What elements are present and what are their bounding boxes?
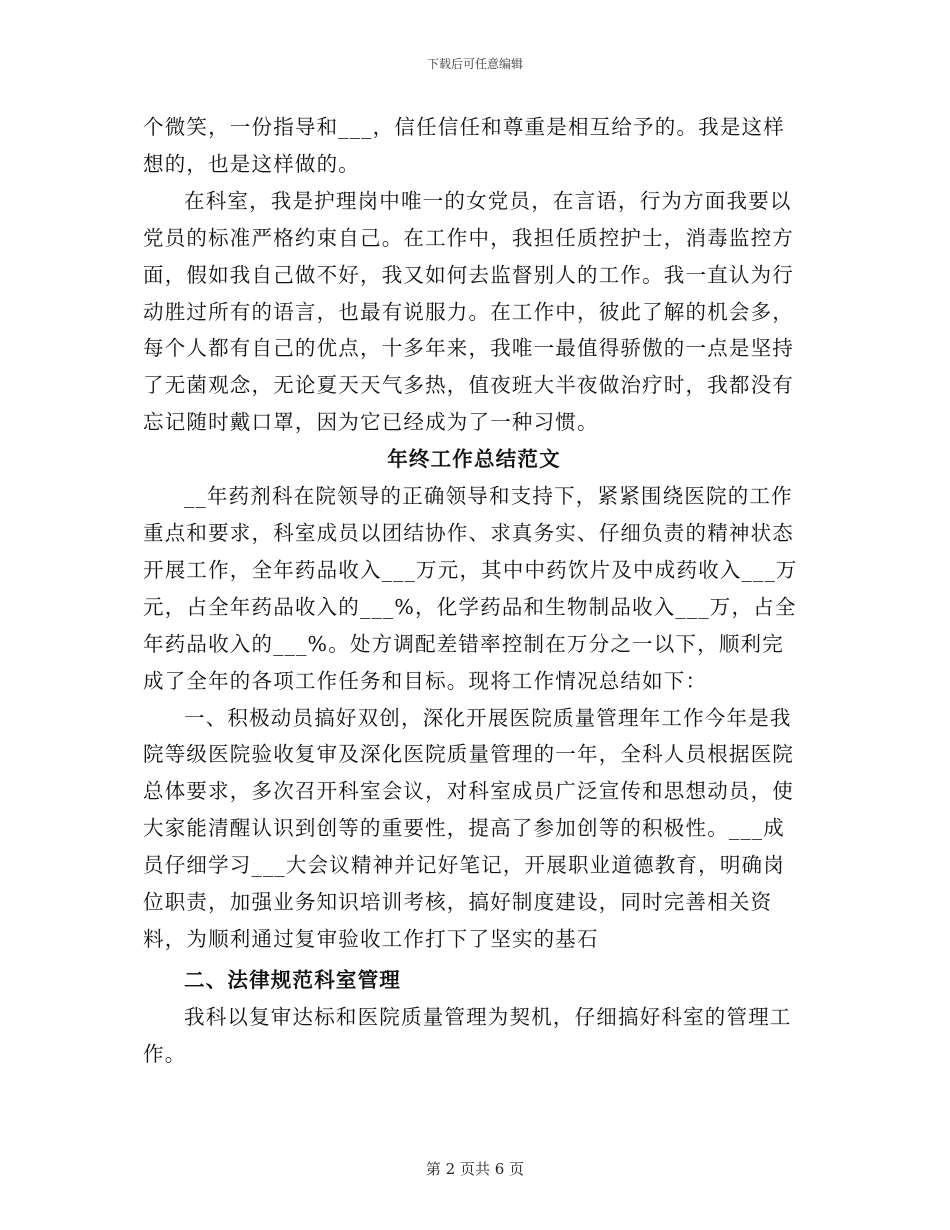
paragraph-section-two: 我科以复审达标和医院质量管理为契机，仔细搞好科室的管理工作。 (143, 1004, 792, 1066)
document-title: 年终工作总结范文 (387, 447, 561, 472)
page-header-note: 下载后可任意编辑 (426, 57, 523, 71)
paragraph-continuation: 个微笑，一份指导和___，信任信任和尊重是相互给予的。我是这样想的，也是这样做的。 (143, 115, 785, 176)
paragraph-intro: __年药剂科在院领导的正确领导和支持下，紧紧围绕医院的工作重点和要求，科室成员以团结协作、求真务实、仔细负责的精神状态开展工作，全年药品收入___万元，其中中药饮片及中成药收入___万元，占全年药品收入的___%，化学药品和生物制品收入___万，占全年药品收入的___%。处方调配差错率控制在万分之一以下，顺利完成了全年的各项工作任务和目标。现将工作情况总结如下： (143, 484, 798, 693)
page-footer: 第 2 页共 6 页 (425, 1160, 525, 1178)
document-body (143, 109, 805, 1073)
section-heading-two: 二、法律规范科室管理 (184, 967, 401, 992)
paragraph-section-one: 一、积极动员搞好双创，深化开展医院质量管理年工作今年是我院等级医院验收复审及深化医院质量管理的一年，全科人员根据医院总体要求，多次召开科室会议，对科室成员广泛宣传和思想动员，使大家能清醒认识到创等的重要性，提高了参加创等的积极性。___成员仔细学习___大会议精神并记好笔记，开展职业道德教育，明确岗位职责，加强业务知识培训考核，搞好制度建设，同时完善相关资料，为顺利通过复审验收工作打下了坚实的基石 (143, 705, 794, 951)
paragraph-party-member: 在科室，我是护理岗中唯一的女党员，在言语，行为方面我要以党员的标准严格约束自己。在工作中，我担任质控护士，消毒监控方面，假如我自己做不好，我又如何去监督别人的工作。我一直认为行动胜过所有的语言，也最有说服力。在工作中，彼此了解的机会多，每个人都有自己的优点，十多年来，我唯一最值得骄傲的一点是坚持了无菌观念，无论夏天天气多热，值夜班大半夜做治疗时，我都没有忘记随时戴口罩，因为它已经成为了一种习惯。 (143, 188, 794, 435)
